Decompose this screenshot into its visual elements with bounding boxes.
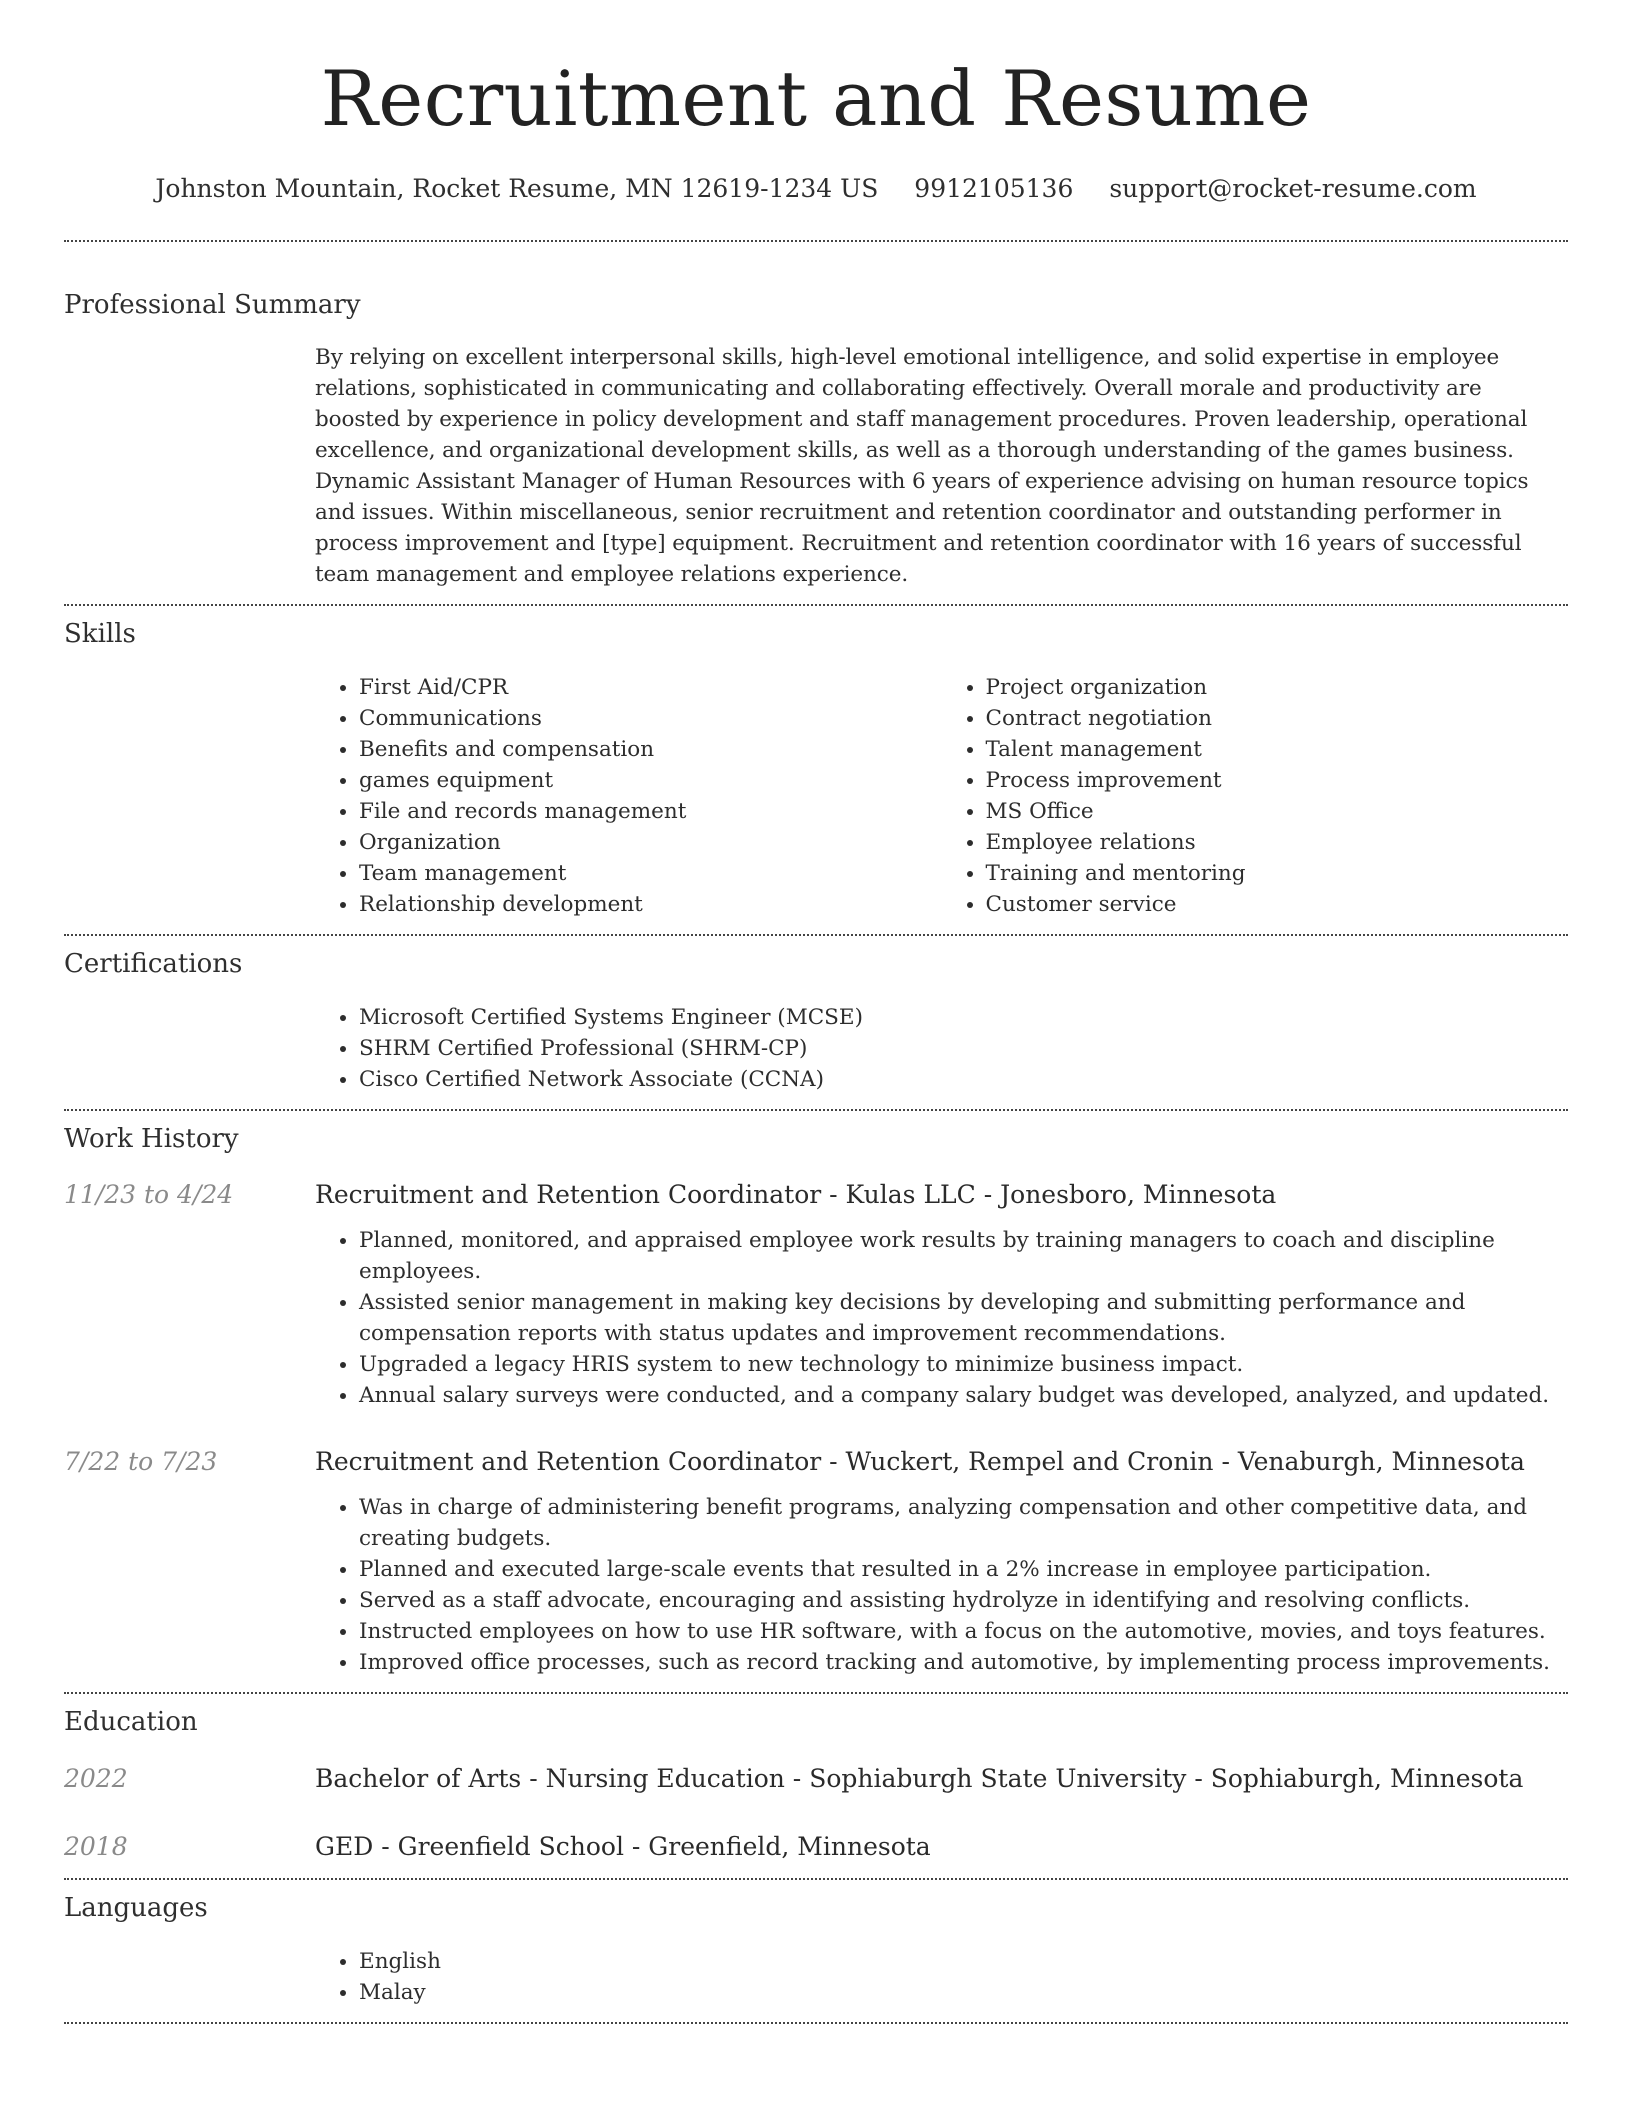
job-entry (64, 1178, 1568, 1411)
list-item: • Was in charge of administering benefit programs, analyzing compensation and other competitive data, and creating budgets. (359, 1492, 1568, 1554)
list-item: • Upgraded a legacy HRIS system to new technology to minimize business impact. (359, 1349, 1568, 1380)
certifications-body (315, 1002, 1568, 1095)
list-item: • Malay (359, 1977, 1568, 2008)
list-item: • English (359, 1946, 1568, 1977)
skills-list-left (315, 672, 942, 920)
job-title: Recruitment and Retention Coordinator - Wuckert, Rempel and Cronin - Venaburgh, Minnesota (315, 1447, 1525, 1476)
list-item: • Training and mentoring (986, 858, 1569, 889)
job-bullets (315, 1225, 1568, 1411)
list-item: • Communications (359, 703, 942, 734)
list-item: • Planned and executed large-scale events that resulted in a 2% increase in employee participation. (359, 1554, 1568, 1585)
education-section (64, 1694, 1568, 1864)
job-title: Recruitment and Retention Coordinator - Kulas LLC - Jonesboro, Minnesota (315, 1180, 1277, 1209)
skills-grid (315, 672, 1568, 920)
education-entry (64, 1762, 1568, 1796)
education-entry (64, 1830, 1568, 1864)
list-item: • File and records management (359, 796, 942, 827)
list-item: • Customer service (986, 889, 1569, 920)
job-header (64, 1445, 1568, 1479)
list-item: • Employee relations (986, 827, 1569, 858)
certifications-list (315, 1002, 1568, 1095)
list-item: • Benefits and compensation (359, 734, 942, 765)
skills-section (64, 606, 1568, 920)
list-item: • SHRM Certified Professional (SHRM-CP) (359, 1033, 1568, 1064)
job-details (315, 1225, 1568, 1411)
certifications-section (64, 936, 1568, 1095)
job-entry (64, 1445, 1568, 1678)
section-title-languages: Languages (64, 1893, 208, 1923)
list-item: • MS Office (986, 796, 1569, 827)
list-item: • Project organization (986, 672, 1569, 703)
job-details (315, 1492, 1568, 1678)
section-title-summary: Professional Summary (64, 290, 361, 320)
list-item: • Organization (359, 827, 942, 858)
candidate-name: Recruitment and Resume (320, 54, 1312, 143)
list-item: • Annual salary surveys were conducted, and a company salary budget was developed, analyzed, and updated. (359, 1380, 1568, 1411)
summary-section (64, 242, 1568, 590)
section-title-education: Education (64, 1707, 198, 1737)
languages-section (64, 1880, 1568, 2008)
list-item: • Cisco Certified Network Associate (CCNA) (359, 1064, 1568, 1095)
education-degree: GED - Greenfield School - Greenfield, Minnesota (315, 1832, 931, 1861)
work-history-section (64, 1111, 1568, 1678)
list-item: • games equipment (359, 765, 942, 796)
list-item: • Served as a staff advocate, encouraging and assisting hydrolyze in identifying and resolving conflicts. (359, 1585, 1568, 1616)
list-item: • Instructed employees on how to use HR software, with a focus on the automotive, movies, and toys features. (359, 1616, 1568, 1647)
section-title-skills: Skills (64, 619, 136, 649)
job-date: 7/22 to 7/23 (64, 1447, 218, 1476)
job-header (64, 1178, 1568, 1212)
list-item: • Relationship development (359, 889, 942, 920)
list-item: • Process improvement (986, 765, 1569, 796)
list-item: • Planned, monitored, and appraised employee work results by training managers to coach and discipline employees. (359, 1225, 1568, 1287)
contact-address: Johnston Mountain, Rocket Resume, MN 12619-1234 US (155, 174, 879, 203)
education-date: 2018 (64, 1832, 128, 1861)
resume-header (64, 0, 1568, 206)
job-bullets (315, 1492, 1568, 1678)
section-divider (64, 2022, 1568, 2024)
languages-list (315, 1946, 1568, 2008)
summary-text: By relying on excellent interpersonal skills, high-level emotional intelligence, and solid expertise in employee relations, sophisticated in communicating and collaborating effectively. Overall morale and productivity are boosted by experience in policy development and staff management procedures. Proven leadership, operational excellence, and organizational development skills, as well as a thorough understanding of the games business. Dynamic Assistant Manager of Human Resources with 6 years of experience advising on human resource topics and issues. Within miscellaneous, senior recruitment and retention coordinator and outstanding performer in process improvement and [type] equipment. Recruitment and retention coordinator with 16 years of successful team management and employee relations experience. (315, 345, 1529, 587)
education-degree: Bachelor of Arts - Nursing Education - Sophiaburgh State University - Sophiaburgh, Minnesota (315, 1764, 1524, 1793)
list-item: • Improved office processes, such as record tracking and automotive, by implementing process improvements. (359, 1647, 1568, 1678)
section-title-certifications: Certifications (64, 949, 243, 979)
list-item: • Contract negotiation (986, 703, 1569, 734)
job-date: 11/23 to 4/24 (64, 1180, 234, 1209)
list-item: • Team management (359, 858, 942, 889)
list-item: • Microsoft Certified Systems Engineer (MCSE) (359, 1002, 1568, 1033)
list-item: • First Aid/CPR (359, 672, 942, 703)
list-item: • Talent management (986, 734, 1569, 765)
contact-phone: 9912105136 (914, 174, 1074, 203)
contact-line (64, 172, 1568, 206)
list-item: • Assisted senior management in making key decisions by developing and submitting performance and compensation reports with status updates and improvement recommendations. (359, 1287, 1568, 1349)
skills-list-right (942, 672, 1569, 920)
education-date: 2022 (64, 1764, 128, 1793)
summary-body (315, 342, 1568, 590)
section-title-work-history: Work History (64, 1124, 239, 1154)
contact-email: support@rocket-resume.com (1109, 174, 1477, 203)
languages-body (315, 1946, 1568, 2008)
